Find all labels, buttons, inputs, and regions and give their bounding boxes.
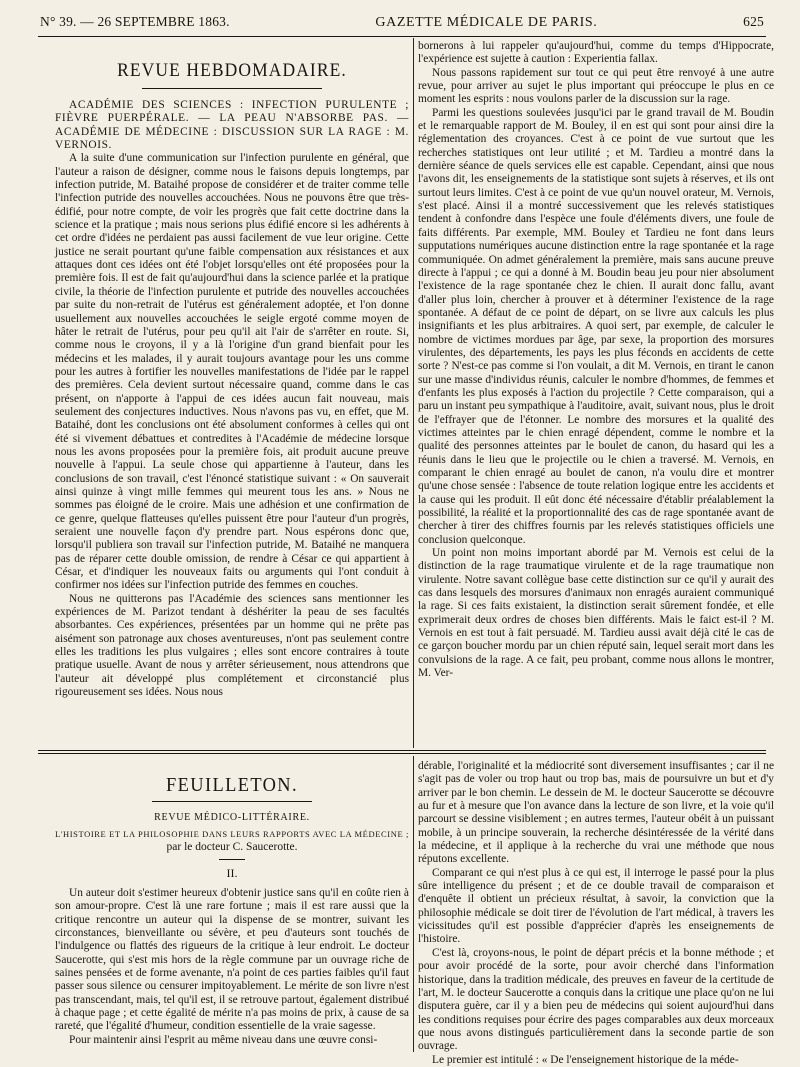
feuilleton-separator	[38, 750, 766, 751]
title-rule	[142, 88, 322, 89]
feuilleton-column-right	[418, 760, 774, 1066]
revue-paragraph-2: Nous ne quitterons pas l'Académie des sciences sans mentionner les expériences de M. Parizot tendant à déshériter la peau de ses facultés absorbantes. Ces expériences, présentées par un homme qui ne prête pas aisément son patronage aux choses aventureuses, n'ont pas seulement contre elles les traditions les plus vulgaires ; elles sont encore contraires à toute pratique usuelle. Avant de nous y arrêter sérieusement, nous attendrons que l'auteur ait développé plus complétement et circonstancié plus rigoureusement ses idées. Nous nous	[55, 592, 409, 699]
revue-column-left	[55, 40, 409, 746]
byline-rule	[219, 859, 245, 860]
feuilleton-title: FEUILLETON.	[166, 774, 298, 796]
revue-paragraph-6: Un point non moins important abordé par M. Vernois est celui de la distinction de la rage traumatique virulente et de la rage traumatique non virulente. Notre savant collègue base cette distinction sur ce qu'il y aurait des cas dans lesquels des morsures d'animaux non enragés auraient communiqué la rage. Si ces faits existaient, la distinction serait sûrement fondée, et elle exprimerait deux ordres de choses bien différents. Mais le faict est-il ? M. Vernois en est tout à fait persuadé. M. Tardieu aussi avait déjà cité le cas de ce garçon boucher mordu par un chien réputé sain, lequel serait mort dans les convulsions de la rage. A ce fait, peu probant, comme nous allons le montrer, M. Ver-	[418, 547, 774, 680]
journal-title: GAZETTE MÉDICALE DE PARIS.	[375, 15, 598, 30]
column-divider-bottom	[413, 756, 414, 1052]
header-rule	[38, 36, 766, 37]
page-number: 625	[743, 14, 764, 29]
article-byline: par le docteur C. Saucerotte.	[166, 841, 298, 853]
revue-paragraph-5: Parmi les questions soulevées jusqu'ici par le grand travail de M. Boudin et le remarquable rapport de M. Bouley, il en est qui sont pour ainsi dire la réglementation des croyances. C'est à ce point de vue surtout que les recherches statistiques ont leur utilité ; et M. Tardieu a montré dans la dernière séance de quels services elle est capable. Cependant, ainsi que nous l'avons dit, les enseignements de la statistique sont sujets à réserves, et ils ont surtout leurs limites. C'est à ce point de vue qu'un nouvel orateur, M. Vernois, s'est placé. Ainsi il a montré successivement que les relevés statistiques tendent à confondre dans l'espèce une foule d'éléments divers, une foule de faits différents. Par exemple, MM. Bouley et Tardieu ne font dans leurs supputations numériques aucune distinction entre la rage spontanée et la rage communiquée. On admet généralement la première, mais sans aucune preuve directe à l'appui ; ce qui a donné à M. Boudin beau jeu pour nier absolument l'existence de la rage spontanée chez le chien. Il aurait donc fallu, avant d'aller plus loin, chercher à prouver et à déterminer l'existence de la rage spontanée. A défaut de ce point de départ, on se livre aux calculs les plus insignifiants et les plus arbitraires. A quoi sert, par exemple, de calculer le nombre de victimes mordues par âge, par sexe, la proportion des morsures virulentes, des départements, les pays les plus féconds en accidents de cette sorte ? N'est-ce pas comme si l'on voulait, a dit M. Vernois, en tirant le canon sur une masse d'individus réunis, calculer le nombre d'hommes, de femmes et d'enfants les plus exposés à l'action du projectile ? Cette comparaison, qui a paru un instant peu sympathique à l'auditoire, avait, suivant nous, plus le droit de l'effrayer que de l'étonner. Le nombre des morsures et la qualité des victimes atteintes par le chien enragé dépendent, comme le nombre et la qualité des personnes atteintes par le boulet de canon, du hasard qui les a réunis dans le lieu que le projectile ou le chien a traversé. M. Vernois, en comparant le chien enragé au boulet de canon, n'a voulu dire et montrer qu'une chose sensée : l'absence de toute relation logique entre les accidents et la cause qui les produit. Il eût donc été nécessaire d'établir préalablement la possibilité, la réalité et la proportionnalité des cas de rage spontanée avant de chercher à tirer des chiffres fournis par les relevés statistiques officiels une conclusion quelconque.	[418, 106, 774, 546]
column-divider-top	[413, 38, 414, 748]
feuilleton-title-rule	[152, 801, 312, 802]
feuilleton-paragraph-2: Pour maintenir ainsi l'esprit au même niveau dans une œuvre consi-	[69, 1033, 378, 1046]
issue-date: N° 39. — 26 SEPTEMBRE 1863.	[40, 14, 230, 29]
feuilleton-paragraph-1: Un auteur doit s'estimer heureux d'obtenir justice sans qu'il en coûte rien à son amour-propre. C'est là une rare fortune ; mais il est rare aussi que la critique rencontre un auteur qui la dispense de se montrer, suivant les circonstances, bienveillante ou sévère, et peu d'auteurs sont touchés de l'indulgence ou flattés des rigueurs de la critique à leur endroit. Le docteur Saucerotte, qui s'est mis hors de la règle commune par un ouvrage riche de saines pensées et de forme avenante, n'a point de ces parties faibles qu'il faut passer sous silence ou censurer impitoyablement. Le mérite de son livre n'est pas transcendant, mais, tel qu'il est, il se retrouve partout, également distribué à chaque page ; et cette égalité de mérite n'a pas moins de prix, à cause de sa rareté, que l'égalité d'humeur, condition essentielle de la vraie sagesse.	[55, 887, 409, 1033]
revue-column-right	[418, 40, 774, 746]
revue-paragraph-1: A la suite d'une communication sur l'infection purulente en général, que l'auteur a raison de désigner, comme nous le faisons depuis longtemps, par infection putride, M. Bataihé propose de considérer et de traiter comme telle l'infection putride des nouvelles accouchées. Nous ne pouvons être que très-édifié, pour notre compte, de voir les progrès que fait cette doctrine dans la science et la pratique ; mais nous serions plus édifié encore si les adhérents à cet ordre d'idées ne perdaient pas aussi facilement de vue leur origine. Cette justice ne serait pourtant qu'une faible compensation aux résistances et aux attaques dont ces idées ont été l'objet lorsqu'elles ont été proposées pour la première fois. Il est de fait qu'aujourd'hui dans la science parlée et la pratique civile, la théorie de l'infection purulente et putride des nouvelles accouchées par suite du non-retrait de l'utérus est généralement adoptée, et l'on donne usuellement aux nouvelles accouchées le seigle ergoté comme moyen de hâter le retrait de l'utérus, pour peu qu'il ait l'air de s'arrêter en route. Si, comme nous le croyons, il y a là l'origine d'un grand bienfait pour les médecins et les malades, il y aurait toujours avantage pour les uns comme pour les autres à fortifier les nouvelles manifestations de l'idée par le rappel des premières. Cela devient surtout nécessaire quand, comme dans le cas présent, on n'apporte à l'appui de ces idées aucun fait nouveau, mais seulement des conjectures inductives. Nous n'avons pas vu, en effet, que M. Bataihé, dont les conclusions ont été absolument conformes à celles qui ont été si vivement débattues et contredites à l'Académie de médecine lorsque nous les avons proposées pour la première fois, ait produit aucune preuve nouvelle à l'appui. La seule chose qui appartienne à l'auteur, dans les conclusions de son travail, c'est l'énoncé statistique suivant : « On sauverait ainsi quinze à vingt mille femmes qui meurent tous les ans. » Nous ne sommes pas éloigné de le croire. Mais une adhésion et une confirmation de ce genre, quelque flatteuses qu'elles puissent être pour l'auteur d'un progrès, seraient une nouvelle façon d'y prendre part. Nous espérons donc que, lorsqu'il publiera son travail sur l'infection putride, M. Bataihé ne manquera pas de réparer cette double omission, de rendre à César ce qui appartient à César, et d'indiquer les nouveaux faits ou arguments qui l'ont conduit à confirmer nos idées sur l'infection putride des femmes en couches.	[55, 152, 409, 592]
section-number: II.	[226, 866, 238, 880]
feuilleton-subtitle: REVUE MÉDICO-LITTÉRAIRE.	[154, 812, 310, 823]
feuilleton-paragraph-3: dérable, l'originalité et la médiocrité sont diversement insuffisantes ; car il ne s'agit pas de voler ou trop haut ou trop bas, mais de poursuivre un but et d'y arriver par le bon chemin. Le dessein de M. le docteur Saucerotte se découvre au fur et à mesure que l'on avance dans la lecture de son livre, et la voie qu'il parcourt se dessine visiblement ; en autres termes, l'auteur obéit à un puissant mobile, à un principe souverain, la recherche désintéressée de la vérité dans la médecine, et il applique à la recherche du vrai une méthode que nous réputons excellente.	[418, 760, 774, 866]
feuilleton-column-left	[55, 760, 409, 1050]
running-head	[40, 14, 764, 36]
feuilleton-separator-thin	[38, 753, 766, 754]
revue-summary: ACADÉMIE DES SCIENCES : INFECTION PURULENTE ; FIÈVRE PUERPÉRALE. — LA PEAU N'ABSORBE PAS. — ACADÉMIE DE MÉDECINE : DISCUSSION SUR LA RAGE : M. VERNOIS.	[55, 99, 409, 152]
revue-paragraph-3: bornerons à lui rappeler qu'aujourd'hui, comme du temps d'Hippocrate, l'expérience est sujette à caution : Experientia fallax.	[418, 40, 774, 66]
feuilleton-paragraph-6: Le premier est intitulé : « De l'enseignement historique de la méde-	[432, 1053, 739, 1066]
revue-title: REVUE HEBDOMADAIRE.	[117, 60, 347, 81]
feuilleton-paragraph-5: C'est là, croyons-nous, le point de départ précis et la bonne méthode ; et pour avoir procédé de la sorte, pour avoir cherché dans l'information historique, dans la tradition médicale, des preuves en faveur de la certitude de l'art, M. le docteur Saucerotte a conquis dans la critique une place qu'on ne lui disputera guère, car il y a bien peu de médecins qui soient aujourd'hui dans les conditions requises pour écrire des pages comparables aux deux morceaux que nous avons distingués particulièrement dans la seconde partie de son ouvrage.	[418, 946, 774, 1053]
feuilleton-paragraph-4: Comparant ce qui n'est plus à ce qui est, il interroge le passé pour la plus sûre intelligence du présent ; et de ce double travail de comparaison et d'enquête il obtient un précieux résultat, à savoir, la conviction que la philosophie médicale se doit tirer de l'évolution de l'art médical, à travers les vicissitudes qu'il est possible d'apprécier d'après les enseignements de l'histoire.	[418, 866, 774, 946]
revue-paragraph-4: Nous passons rapidement sur tout ce qui peut être renvoyé à une autre revue, pour arriver au sujet le plus important qui préoccupe le plus en ce moment les esprits : nous voulons parler de la discussion sur la rage.	[418, 66, 774, 106]
article-title: L'HISTOIRE ET LA PHILOSOPHIE DANS LEURS RAPPORTS AVEC LA MÉDECINE ;	[55, 829, 409, 839]
